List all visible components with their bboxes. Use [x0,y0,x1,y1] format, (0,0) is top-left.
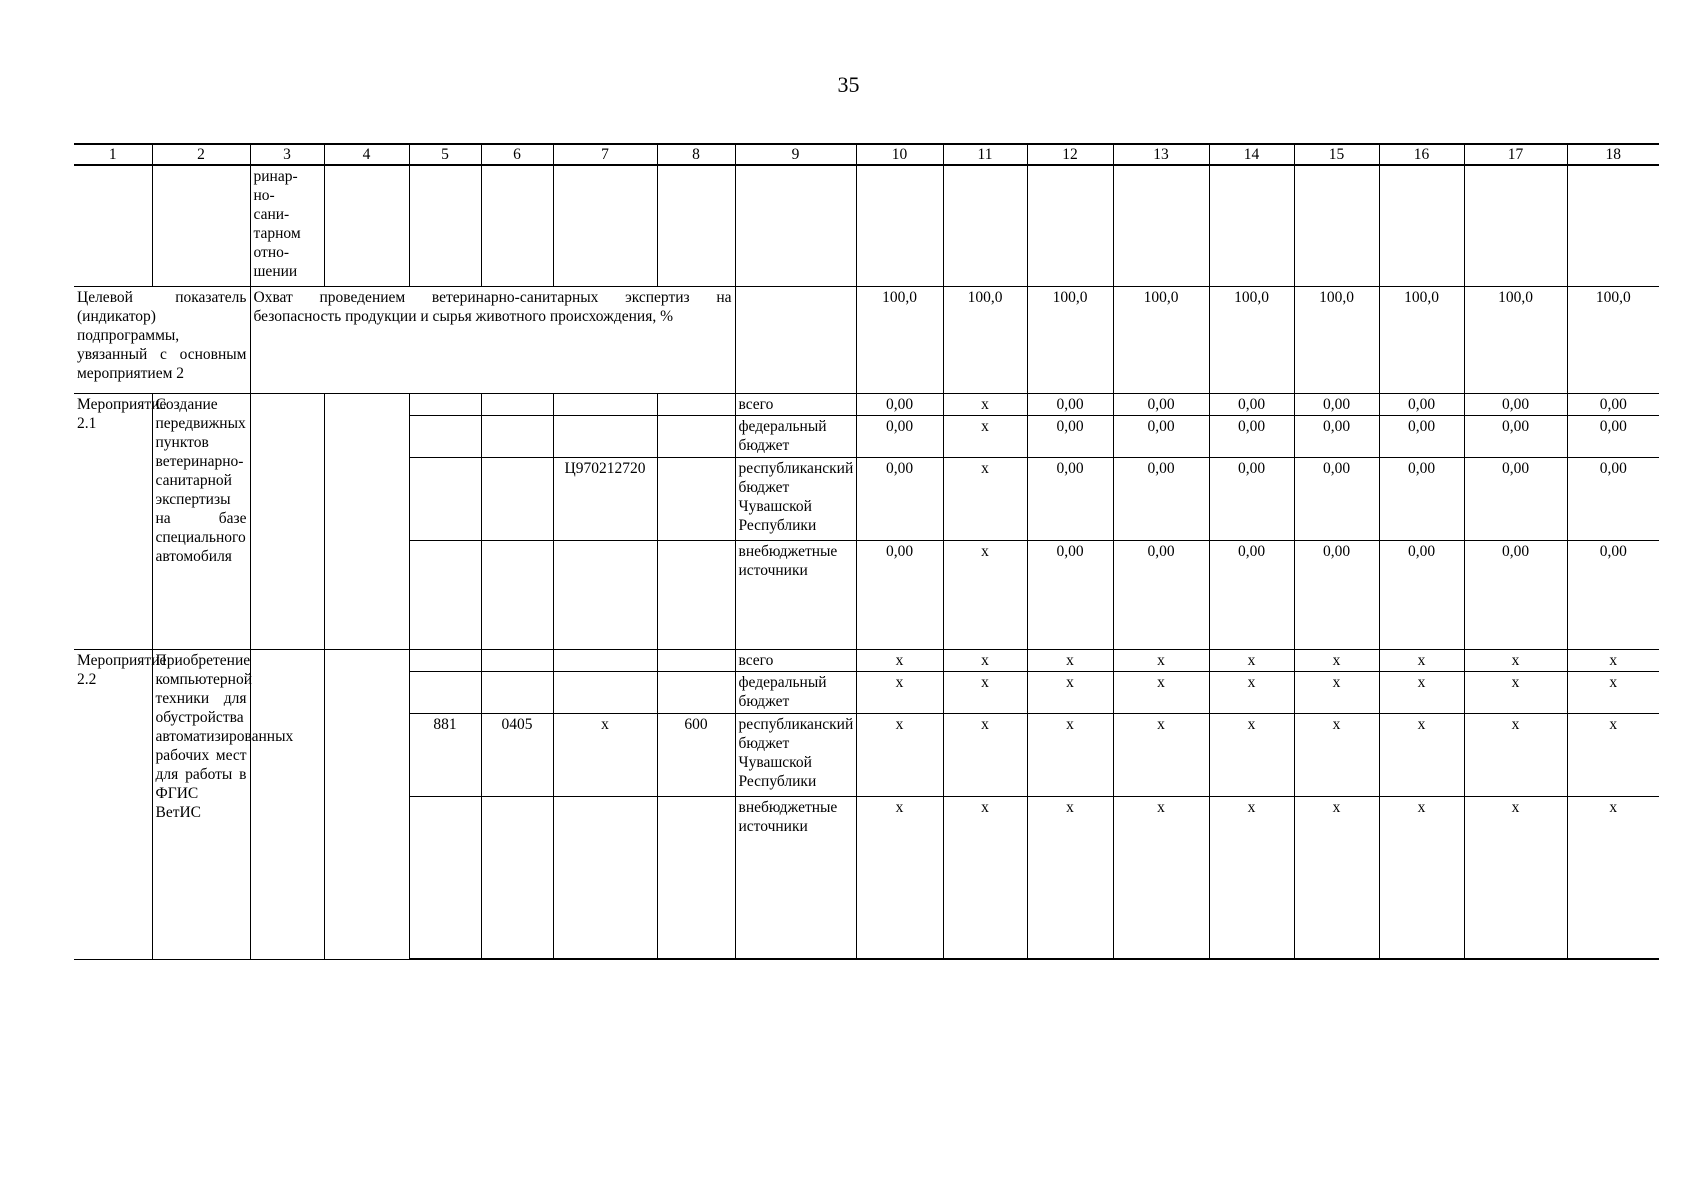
funding-value: x [943,649,1027,671]
funding-value: x [1113,796,1209,959]
funding-value: x [1027,713,1113,796]
empty-cell [409,540,481,649]
funding-value: 0,00 [1294,540,1379,649]
target-value: 100,0 [1113,286,1209,393]
funding-value: 0,00 [1294,457,1379,540]
target-indicator-text: Охват проведением ветеринарно-санитарных экспертиз на безопасность продукции и сырья животного происхождения, % [250,286,735,393]
program-table [74,143,1659,960]
header-cell-5: 5 [409,144,481,165]
funding-source: федеральный бюджет [735,415,856,457]
empty-cell [409,393,481,415]
continued-text: ринар- но- сани- тарном отно- шении [250,165,324,286]
header-cell-17: 17 [1464,144,1567,165]
funding-value: x [1464,671,1567,713]
funding-value: x [1379,649,1464,671]
funding-value: 0,00 [1567,457,1659,540]
measure-name: Приобретение компьютерной техники для обустройства автоматизированных рабочих мест для работы в ФГИС ВетИС [152,649,250,959]
empty-cell [856,165,943,286]
funding-source: республиканский бюджет Чувашской Республики [735,713,856,796]
empty-cell [735,165,856,286]
header-cell-7: 7 [553,144,657,165]
funding-value: x [1379,671,1464,713]
header-cell-12: 12 [1027,144,1113,165]
header-cell-3: 3 [250,144,324,165]
funding-value: 0,00 [1113,457,1209,540]
header-cell-11: 11 [943,144,1027,165]
funding-source: всего [735,649,856,671]
empty-cell [409,165,481,286]
target-value: 100,0 [1027,286,1113,393]
empty-cell [553,671,657,713]
funding-value: x [943,457,1027,540]
budget-code-col6: 0405 [481,713,553,796]
empty-cell [553,540,657,649]
responsible-cell [250,649,324,959]
target-value: 100,0 [856,286,943,393]
empty-cell [553,415,657,457]
empty-cell [1113,165,1209,286]
empty-cell [409,415,481,457]
funding-value: 0,00 [1113,540,1209,649]
funding-value: 0,00 [1464,540,1567,649]
funding-value: x [1113,649,1209,671]
funding-value: 0,00 [1567,415,1659,457]
funding-value: 0,00 [1027,393,1113,415]
empty-cell [324,165,409,286]
funding-value: 0,00 [1567,393,1659,415]
empty-cell [657,415,735,457]
empty-cell [481,415,553,457]
table-row [74,393,1659,415]
empty-cell [553,165,657,286]
funding-value: 0,00 [856,415,943,457]
empty-cell [152,165,250,286]
header-cell-14: 14 [1209,144,1294,165]
budget-code-col7: Ц970212720 [553,457,657,540]
empty-cell [481,796,553,959]
funding-value: x [1567,713,1659,796]
funding-value: x [1027,649,1113,671]
funding-value: x [943,713,1027,796]
table-body [74,144,1659,959]
empty-cell [657,165,735,286]
funding-value: x [1464,713,1567,796]
funding-value: 0,00 [1027,540,1113,649]
funding-value: 0,00 [1209,393,1294,415]
empty-cell [657,649,735,671]
empty-cell [657,393,735,415]
funding-value: x [856,649,943,671]
funding-value: 0,00 [1294,393,1379,415]
participants-cell [324,393,409,649]
funding-value: 0,00 [1027,415,1113,457]
table-row [74,144,1659,165]
target-value: 100,0 [1464,286,1567,393]
empty-cell [735,286,856,393]
header-cell-1: 1 [74,144,152,165]
empty-cell [1567,165,1659,286]
empty-cell [657,796,735,959]
measure-code: Мероприятие 2.1 [74,393,152,649]
funding-value: x [1113,713,1209,796]
funding-value: x [943,415,1027,457]
target-value: 100,0 [1209,286,1294,393]
empty-cell [657,457,735,540]
funding-value: 0,00 [1379,457,1464,540]
empty-cell [553,393,657,415]
funding-value: x [1209,671,1294,713]
funding-value: 0,00 [856,457,943,540]
funding-value: x [1294,713,1379,796]
header-cell-2: 2 [152,144,250,165]
empty-cell [1464,165,1567,286]
measure-code: Мероприятие 2.2 [74,649,152,959]
funding-source: всего [735,393,856,415]
funding-value: 0,00 [1379,415,1464,457]
responsible-cell [250,393,324,649]
empty-cell [409,649,481,671]
funding-source: республиканский бюджет Чувашской Республики [735,457,856,540]
header-cell-15: 15 [1294,144,1379,165]
empty-cell [409,796,481,959]
funding-value: x [1294,671,1379,713]
funding-value: x [1567,649,1659,671]
funding-value: x [1294,796,1379,959]
empty-cell [553,649,657,671]
funding-value: x [856,796,943,959]
funding-value: 0,00 [1464,415,1567,457]
header-cell-8: 8 [657,144,735,165]
header-cell-18: 18 [1567,144,1659,165]
target-value: 100,0 [1379,286,1464,393]
empty-cell [481,649,553,671]
funding-value: x [1379,713,1464,796]
table-row [74,286,1659,393]
funding-value: 0,00 [1464,457,1567,540]
header-cell-9: 9 [735,144,856,165]
table-row [74,165,1659,286]
funding-value: 0,00 [1567,540,1659,649]
funding-value: 0,00 [856,393,943,415]
funding-value: 0,00 [1209,457,1294,540]
funding-value: 0,00 [1113,415,1209,457]
funding-value: x [943,796,1027,959]
empty-cell [553,796,657,959]
page-number: 35 [837,72,860,97]
funding-value: 0,00 [1464,393,1567,415]
empty-cell [481,540,553,649]
funding-value: 0,00 [1379,540,1464,649]
empty-cell [481,671,553,713]
empty-cell [74,165,152,286]
header-cell-6: 6 [481,144,553,165]
funding-value: x [1379,796,1464,959]
header-cell-4: 4 [324,144,409,165]
target-value: 100,0 [943,286,1027,393]
funding-value: 0,00 [1209,540,1294,649]
empty-cell [943,165,1027,286]
funding-value: 0,00 [1113,393,1209,415]
budget-code-col8: 600 [657,713,735,796]
funding-value: x [943,671,1027,713]
funding-value: x [1113,671,1209,713]
table-row [74,649,1659,671]
empty-cell [1379,165,1464,286]
empty-cell [1027,165,1113,286]
empty-cell [657,671,735,713]
empty-cell [409,457,481,540]
budget-code-col5: 881 [409,713,481,796]
funding-value: x [1209,796,1294,959]
funding-value: x [856,671,943,713]
funding-value: 0,00 [1027,457,1113,540]
funding-value: 0,00 [1294,415,1379,457]
header-cell-13: 13 [1113,144,1209,165]
funding-source: внебюджетные источники [735,540,856,649]
funding-value: x [1209,713,1294,796]
funding-value: x [1027,796,1113,959]
measure-name: Создание передвижных пунктов ветеринарно-санитарной экспертизы на базе специального автомобиля [152,393,250,649]
funding-value: x [1027,671,1113,713]
funding-value: 0,00 [856,540,943,649]
participants-cell [324,649,409,959]
header-cell-10: 10 [856,144,943,165]
target-value: 100,0 [1294,286,1379,393]
budget-code-col7: x [553,713,657,796]
funding-value: x [1567,671,1659,713]
empty-cell [409,671,481,713]
funding-value: x [856,713,943,796]
funding-value: x [1209,649,1294,671]
funding-value: x [1464,796,1567,959]
target-value: 100,0 [1567,286,1659,393]
funding-value: x [1294,649,1379,671]
empty-cell [481,457,553,540]
empty-cell [481,393,553,415]
empty-cell [1294,165,1379,286]
funding-value: x [943,393,1027,415]
empty-cell [657,540,735,649]
funding-value: x [943,540,1027,649]
empty-cell [481,165,553,286]
funding-value: x [1567,796,1659,959]
target-indicator-label: Целевой показатель (индикатор) подпрограммы, увязанный с основным мероприятием 2 [74,286,250,393]
funding-value: x [1464,649,1567,671]
funding-source: внебюджетные источники [735,796,856,959]
empty-cell [1209,165,1294,286]
funding-value: 0,00 [1379,393,1464,415]
header-cell-16: 16 [1379,144,1464,165]
funding-value: 0,00 [1209,415,1294,457]
funding-source: федеральный бюджет [735,671,856,713]
